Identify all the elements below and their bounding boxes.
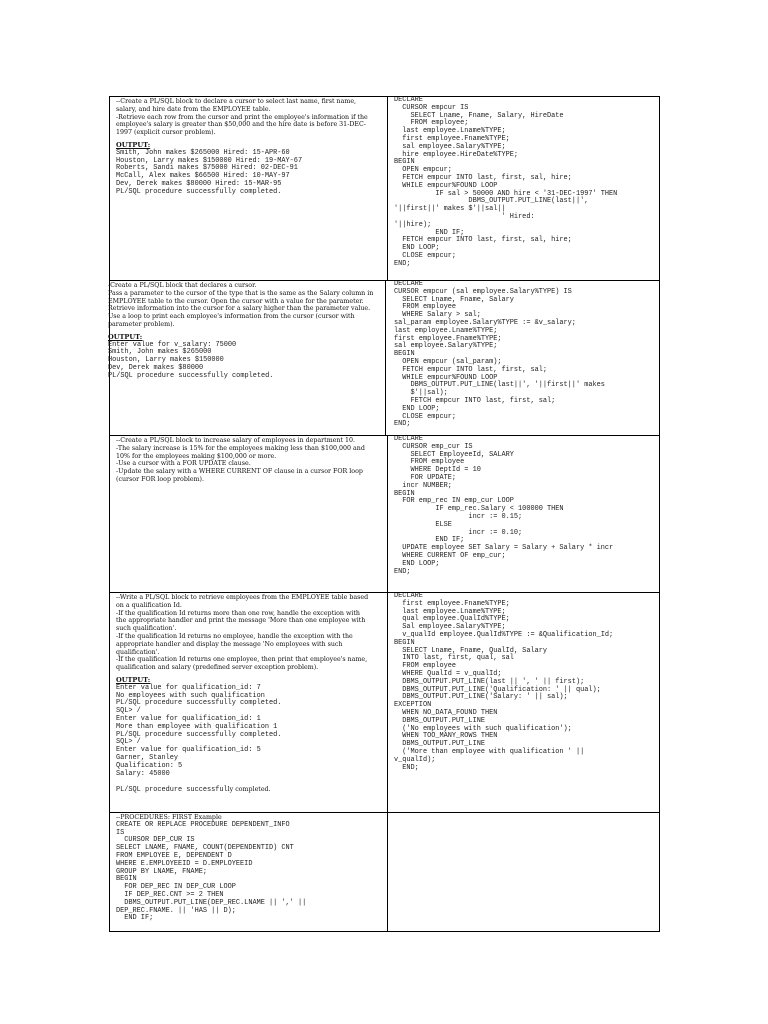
output-final-prose-part: ly completed. (227, 786, 271, 794)
solution-code: DECLARE first employee.Fname%TYPE; last employee.Lname%TYPE; qual employee.QualId%TYPE; Sal employee.Salary%TYPE; v_qualId employee.QualId%TYPE := &Qualification_Id; BEGIN SELECT Lname, Fname, QualId, Salary INTO last, first, qual, sal FROM employee WHERE QualId = v_qualId; DBMS_OUTPUT.PUT_LINE(last || ', ' || first); DBMS_OUTPUT.PUT_LINE('Qualification: ' || qual); DBMS_OUTPUT.PUT_LINE('Salary: ' || sal); EXCEPTION WHEN NO_DATA_FOUND THEN DBMS_OUTPUT.PUT_LINE ('No employees with such qualification'); WHEN TOO_MANY_ROWS THEN DBMS_OUTPUT.PUT_LINE ('More than employee with qualification ' || v_qualId); END; (394, 593, 614, 772)
table-row (110, 97, 659, 280)
output-text: Enter value for qualification_id: 7 No employees with such qualification PL/SQL procedure successfully completed. SQL> / Enter value for qualification_id: 1 More than employee with qualification 1 PL/SQL procedure successfully completed. SQL> / Enter value for qualification_id: 5 Garner, Stanley Qualification: 5 Salary: 45000 (116, 683, 282, 778)
solution-code: DECLARE CURSOR emp_cur IS SELECT EmployeeId, SALARY FROM employee WHERE DeptId = 10 FOR UPDATE; incr NUMBER; BEGIN FOR emp_rec IN emp_cur LOOP IF emp_rec.Salary < 100000 THEN incr := 0.15; ELSE incr := 0.10; END IF; UPDATE employee SET Salary = Salary + Salary * incr WHERE CURRENT OF emp_cur; END LOOP; END; (394, 436, 614, 576)
table-row (110, 435, 659, 592)
table-row (110, 280, 659, 435)
problem-cell (108, 281, 386, 435)
solution-code: DECLARE CURSOR empcur IS SELECT Lname, Fname, Salary, HireDate FROM employee; last employee.Lname%TYPE; first employee.Fname%TYPE; sal employee.Salary%TYPE; hire employee.HireDate%TYPE; BEGIN OPEN empcur; FETCH empcur INTO last, first, sal, hire; WHILE empcur%FOUND LOOP IF sal > 50000 AND hire < '31-DEC-1997' THEN DBMS_OUTPUT.PUT_LINE(last||', '||first||' makes $'||sal|| ' Hired: '||hire); END IF; FETCH empcur INTO last, first, sal, hire; END LOOP; CLOSE empcur; END; (394, 97, 618, 268)
procedure-heading: --PROCEDURES: FIRST Example (116, 814, 222, 821)
table-row (110, 812, 659, 931)
table-row (110, 592, 659, 812)
output-label: OUTPUT: (108, 332, 143, 341)
problem-cell (110, 436, 388, 592)
solution-cell (388, 436, 659, 592)
solution-cell (388, 281, 659, 435)
solution-cell (388, 593, 659, 812)
empty-cell (388, 813, 659, 931)
output-label: OUTPUT: (116, 140, 151, 149)
output-final-code-part: PL/SQL procedure successful (116, 786, 228, 795)
procedure-code: CREATE OR REPLACE PROCEDURE DEPENDENT_INFO IS CURSOR DEP_CUR IS SELECT LNAME, FNAME, COUNT(DEPENDENTID) CNT FROM EMPLOYEE E, DEPENDENT D WHERE E.EMPLOYEEID = D.EMPLOYEEID GROUP BY LNAME, FNAME; BEGIN FOR DEP_REC IN DEP_CUR LOOP IF DEP_REC.CNT >= 2 THEN DBMS_OUTPUT.PUT_LINE(DEP_REC.LNAME || ',' || DEP_REC.FNAME. || 'HAS || D); END IF; (116, 820, 307, 923)
output-final-line (116, 778, 387, 796)
procedure-cell (110, 813, 388, 931)
solution-code: DECLARE CURSOR empcur (sal employee.Salary%TYPE) IS SELECT Lname, Fname, Salary FROM employee WHERE Salary > sal; sal_param employee.Salary%TYPE := &v_salary; last employee.Lname%TYPE; first employee.Fname%TYPE; sal employee.Salary%TYPE; BEGIN OPEN empcur (sal_param); FETCH empcur INTO last, first, sal; WHILE empcur%FOUND LOOP DBMS_OUTPUT.PUT_LINE(last||', '||first||' makes $'||sal); FETCH empcur INTO last, first, sal; END LOOP; CLOSE empcur; END; (394, 281, 605, 429)
output-label: OUTPUT: (116, 675, 151, 684)
problem-cell (110, 593, 388, 812)
problem-description: --Write a PL/SQL block to retrieve employees from the EMPLOYEE table based on a qualification Id. -If the qualification Id returns more than one row, handle the exception with the appropriate handler and print the message 'More than one employee with such qualification'. -If the qualification Id returns no employee, handle the exception with the appropriate handler and display the message 'No employees with such qualification'. -If the qualification Id returns one employee, then print that employee's name, qualification and salary (predefined server exception problem). (116, 594, 369, 672)
problem-description: --Create a PL/SQL block to declare a cursor to select last name, first name, salary, and hire date from the EMPLOYEE table. -Retrieve each row from the cursor and print the employee's information if the employee's salary is greater than $50,000 and the hire date is before 31-DEC- 1997 (explicit cursor problem). (116, 98, 368, 137)
output-text: Enter value for v_salary: 75000 Smith, John makes $265000 Houston, Larry makes $150000 Dev, Derek makes $80000 PL/SQL procedure successfully completed. (108, 340, 274, 380)
problem-description: -Create a PL/SQL block that declares a cursor. Pass a parameter to the cursor of the type that is the same as the Salary column in EMPLOYEE table to the cursor. Open the cursor with a value for the parameter. Retrieve information into the cursor for a salary higher than the parameter value. Use a loop to print each employee's information from the cursor (cursor with parameter problem). (108, 282, 374, 328)
problem-cell (110, 97, 388, 280)
output-text: Smith, John makes $265000 Hired: 15-APR-60 Houston, Larry makes $150000 Hired: 19-MAY-67 Roberts, Sandi makes $75000 Hired: 02-DEC-91 McCall, Alex makes $66500 Hired: 10-MAY-97 Dev, Derek makes $80000 Hired: 15-MAR-95 PL/SQL procedure successfully completed. (116, 148, 303, 196)
problem-description: --Create a PL/SQL block to increase salary of employees in department 10. -The salary increase is 15% for the employees making less than $100,000 and 10% for the employees making $100,000 or more. -Use a cursor with a FOR UPDATE clause. -Update the salary with a WHERE CURRENT OF clause in a cursor FOR loop (cursor FOR loop problem). (116, 437, 365, 483)
document-table (109, 96, 660, 932)
solution-cell (388, 97, 659, 280)
